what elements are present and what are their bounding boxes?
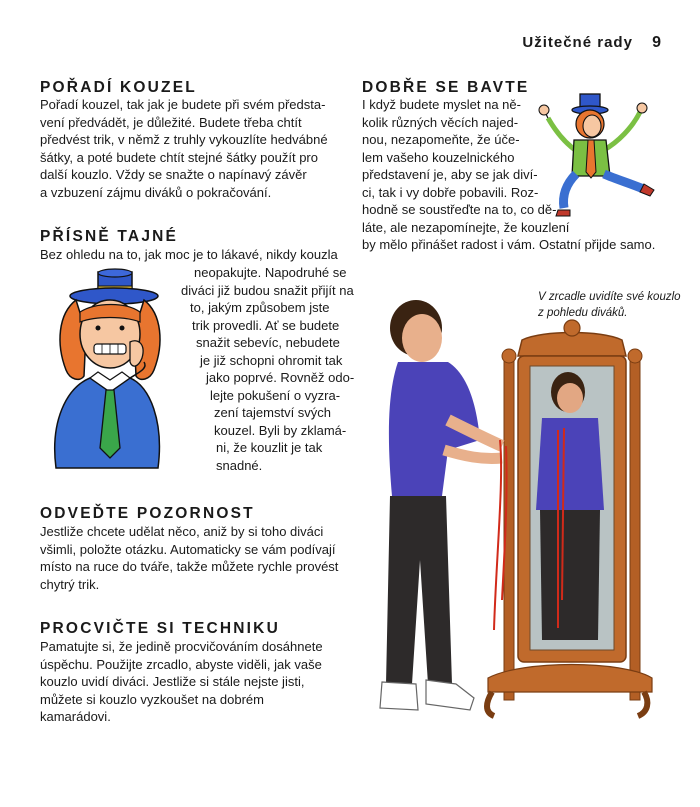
running-header <box>522 34 662 52</box>
text-line: předvést trik, v němž z truhly vykouzlíte hedvábné <box>40 132 328 147</box>
section-heading-poradi-kouzel: POŘADÍ KOUZEL <box>40 79 197 96</box>
text-line: jako poprvé. Rovněž odo- <box>206 370 355 385</box>
text-line: Jestliže chcete udělat něco, aniž by si toho diváci <box>40 524 324 539</box>
text-line: je již schopni ohromit tak <box>200 352 343 368</box>
text-line: zení tajemství svých <box>214 405 332 420</box>
text-line: lem vašeho kouzelnického <box>362 149 515 165</box>
text-line: místo na ruce do tváře, takže můžete rychle provést <box>40 559 339 574</box>
text-line: neopakujte. Napodruhé se <box>194 265 347 280</box>
text-line: to, jakým způsobem jste <box>190 300 330 315</box>
text-line: diváci již budou snažit přijít na <box>181 282 354 298</box>
boy <box>380 300 507 710</box>
section-body-prisne-tajne-wrap <box>178 264 354 474</box>
text-line: kolik různých věcích najed- <box>362 114 519 130</box>
text-line: můžete si kouzlo vyzkoušet na dobrém <box>40 691 264 707</box>
text-line: snadné. <box>216 457 263 473</box>
section-body-poradi-kouzel <box>40 96 328 201</box>
text-line: a vzbuzení zájmu diváků o pokračování. <box>40 184 272 200</box>
text-line: šátky, a poté budete chtít stejné šátky použít pro <box>40 149 318 165</box>
caption-line: V zrcadle uvidíte své kouzlo <box>538 291 681 303</box>
text-line: láte, ale nezapomínejte, že kouzlení <box>362 219 570 235</box>
text-line: kouzel. Byli by zklamá- <box>214 422 347 438</box>
page-number: 9 <box>652 34 662 51</box>
text-line: lejte pokušení o vyzra- <box>210 387 341 403</box>
text-line: chytrý trik. <box>40 576 100 592</box>
text-line: ni, že kouzlit je tak <box>216 440 323 455</box>
text-line: nou, nezapomeňte, že úče- <box>362 132 520 147</box>
section-heading-dobre-se-bavte: DOBŘE SE BAVTE <box>362 79 530 96</box>
text-line: Pamatujte si, že jedině procvičováním dosáhnete <box>40 639 323 654</box>
section-heading-odvedte-pozornost: ODVEĎTE POZORNOST <box>40 505 255 522</box>
text-line: Pořadí kouzel, tak jak je budete při svém předsta- <box>40 97 326 112</box>
section-heading-procvicte-si-techniku: PROCVIČTE SI TECHNIKU <box>40 620 280 637</box>
text-line: představení je, aby se jak diví- <box>362 167 538 182</box>
text-line: hodně se soustřeďte na to, co dě- <box>362 202 557 217</box>
section-body-procvicte-si-techniku <box>40 638 323 726</box>
mirror <box>487 320 652 716</box>
text-line: kouzlo uvidí diváci. Jestliže si stále nejste jisti, <box>40 674 305 689</box>
text-line: ci, tak i vy dobře pobavili. Roz- <box>362 184 539 200</box>
caption-line: z pohledu diváků. <box>538 307 628 319</box>
text-line: všimli, položte otázku. Automaticky se vám podívají <box>40 541 336 557</box>
text-line: by mělo přinášet radost i vám. Ostatní přijde samo. <box>362 237 656 252</box>
text-line: I když budete myslet na ně- <box>362 97 521 112</box>
boy-with-mirror-photo <box>372 300 652 730</box>
text-line: úspěchu. Použijte zrcadlo, abyste viděli, jak vaše <box>40 656 322 672</box>
section-heading-prisne-tajne: PŘÍSNĚ TAJNÉ <box>40 228 179 245</box>
header-title: Užitečné rady <box>522 34 633 51</box>
magician-illustration <box>36 272 176 472</box>
text-line: kamarádovi. <box>40 709 111 724</box>
text-line: Bez ohledu na to, jak moc je to lákavé, nikdy kouzla <box>40 247 338 262</box>
text-line: další kouzlo. Vždy se snažte o napínavý závěr <box>40 167 307 182</box>
text-line: vení předvádět, je důležité. Budete třeba chtít <box>40 114 302 130</box>
text-line: snažit sebevíc, nebudete <box>196 335 340 350</box>
section-body-odvedte-pozornost <box>40 523 338 593</box>
text-line: trik provedli. Ať se budete <box>192 317 340 333</box>
jumping-magician-illustration <box>536 92 658 222</box>
